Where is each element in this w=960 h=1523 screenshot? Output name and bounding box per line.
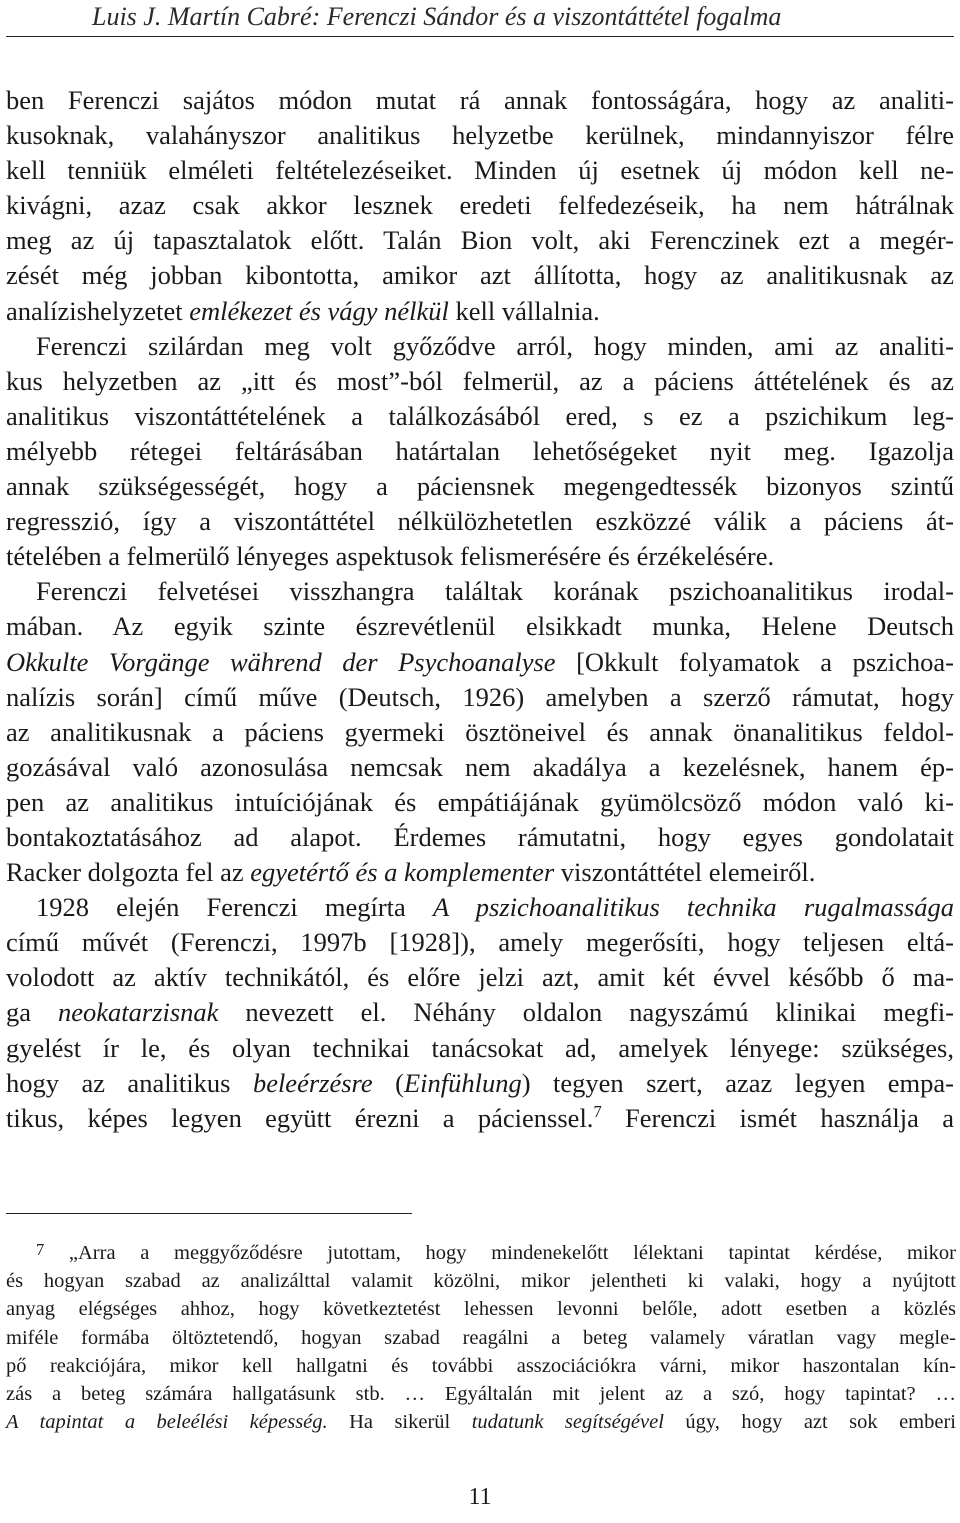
text-line: mában. Az egyik szinte észrevétlenül elsikkadt munka, Helene Deutsch bbox=[6, 611, 954, 642]
text-line: kusoknak, valahányszor analitikus helyzetbe kerülnek, mindannyiszor félre bbox=[6, 120, 954, 151]
header-rule bbox=[6, 36, 954, 37]
text-line: analízishelyzetet emlékezet és vágy nélkül kell vállalnia. bbox=[6, 295, 600, 326]
text-line: tételében a felmerülő lényeges aspektusok felismerésére és érzékelésére. bbox=[6, 541, 775, 572]
text-line: analitikus viszontáttételének a találkozásából ered, s ez a pszichikum leg- bbox=[6, 400, 954, 431]
text-line: ga neokatarzisnak nevezett el. Néhány oldalon nagyszámú klinikai megfi- bbox=[6, 997, 955, 1028]
paragraph-4 bbox=[6, 890, 954, 1136]
text-line: nalízis során] című műve (Deutsch, 1926) amelyben a szerző rámutat, hogy bbox=[6, 681, 954, 712]
text-line: annak szükségességét, hogy a páciensnek megengedtessék bizonyos szintű bbox=[6, 471, 954, 502]
italic-phrase: beleérzésre bbox=[252, 1067, 373, 1098]
running-header: Luis J. Martín Cabré: Ferenczi Sándor és a viszontáttétel fogalma bbox=[92, 2, 782, 31]
text-line: regresszió, így a viszontáttétel nélkülözhetetlen eszközzé válik a páciens át- bbox=[6, 506, 954, 537]
paragraph-3 bbox=[6, 574, 954, 890]
text-line: című művét (Ferenczi, 1997b [1928]), amely megerősíti, hogy teljesen eltá- bbox=[6, 927, 954, 958]
text-line: Racker dolgozta fel az egyetértő és a komplementer viszontáttétel elemeiről. bbox=[6, 857, 816, 888]
text-line: Okkulte Vorgänge während der Psychoanalyse [Okkult folyamatok a pszichoa- bbox=[6, 646, 954, 677]
page-number: 11 bbox=[468, 1484, 492, 1510]
text-line: gyelést ír le, és olyan technikai tanácsokat ad, amelyek lényege: szükséges, bbox=[6, 1032, 954, 1063]
footnote-line: A tapintat a beleélési képesség. Ha sikerül tudatunk segítségével úgy, hogy azt sok emberi bbox=[6, 1411, 956, 1434]
footnote bbox=[6, 1236, 956, 1436]
text-line: Ferenczi felvetései visszhangra találtak korának pszichoanalitikus irodal- bbox=[36, 576, 954, 607]
footnote-reference[interactable]: 7 bbox=[593, 1101, 602, 1121]
text-line: ben Ferenczi sajátos módon mutat rá annak fontosságára, hogy az analiti- bbox=[6, 85, 954, 115]
italic-phrase: tudatunk segítségével bbox=[471, 1411, 664, 1434]
footnote-line: 7 „Arra a meggyőződésre jutottam, hogy mindenekelőtt lélektani tapintat kérdése, mikor bbox=[36, 1240, 957, 1264]
italic-phrase: emlékezet és vágy nélkül bbox=[189, 295, 449, 326]
text-line: pen az analitikus intuíciójának és empátiájának gyümölcsöző módon való ki- bbox=[6, 786, 954, 817]
italic-phrase: A tapintat a beleélési képesség. bbox=[6, 1411, 328, 1434]
footnote-line: pő reakciójára, mikor kell hallgatni és további asszociációkra várni, mikor haszontalan kín- bbox=[6, 1354, 956, 1377]
italic-title: Okkulte Vorgänge während der Psychoanalyse bbox=[6, 646, 556, 677]
paragraph-2 bbox=[6, 329, 954, 575]
text-line: mélyebb rétegei feltárásában határtalan lehetőségeket nyit meg. Igazolja bbox=[6, 435, 954, 466]
italic-phrase: egyetértő és a komplementer bbox=[250, 857, 555, 888]
text-line: kell tenniük elméleti feltételezéseiket. Minden új esetnek új módon kell ne- bbox=[6, 155, 954, 186]
text-line: kivágni, azaz csak akkor lesznek eredeti felfedezéseik, ha nem hátrálnak bbox=[6, 190, 954, 221]
text-line: az analitikusnak a páciens gyermeki ösztöneivel és annak önanalitikus feldol- bbox=[6, 716, 954, 747]
italic-phrase: Einfühlung bbox=[403, 1067, 522, 1098]
text-line: tikus, képes legyen együtt érezni a pácienssel.$^7$ Ferenczi ismét használja a bbox=[6, 1101, 955, 1133]
footnote-line: anyag elégséges ahhoz, hogy következtetést lehessen levonni belőle, adott esetben a közlés bbox=[6, 1298, 956, 1321]
main-text bbox=[6, 83, 954, 1136]
text-line: volodott az aktív technikától, és előre jelzi azt, amit két évvel később ő ma- bbox=[6, 962, 954, 993]
text-line: 1928 elején Ferenczi megírta A pszichoanalitikus technika rugalmassága bbox=[36, 892, 955, 923]
italic-phrase: neokatarzisnak bbox=[58, 997, 219, 1028]
footnote-line: zás a beteg számára hallgatásunk stb. … Egyáltalán mit jelent az a szó, hogy tapintat? … bbox=[6, 1383, 956, 1406]
text-line: zését még jobban kibontotta, amikor azt állította, hogy az analitikusnak az bbox=[6, 260, 954, 291]
paragraph-1 bbox=[6, 83, 954, 329]
text-line: gozásával való azonosulása nemcsak nem akadálya a kezelésnek, hanem ép- bbox=[6, 751, 954, 782]
text-line: hogy az analitikus beleérzésre (Einfühlung) tegyen szert, azaz legyen empa- bbox=[6, 1067, 955, 1098]
text-line: Ferenczi szilárdan meg volt győződve arról, hogy minden, ami az analiti- bbox=[36, 330, 954, 361]
footnote-line: és hogyan szabad az analizálttal valamit közölni, mikor jelentheti ki valaki, hogy a nyújtott bbox=[6, 1270, 956, 1293]
text-line: meg az új tapasztalatok előtt. Talán Bion volt, aki Ferenczinek ezt a megér- bbox=[6, 225, 954, 256]
footnote-marker: 7 bbox=[36, 1240, 45, 1259]
text-line: bontakoztatásához ad alapot. Érdemes rámutatni, hogy egyes gondolatait bbox=[6, 821, 954, 852]
footnote-rule bbox=[6, 1213, 412, 1214]
text-line: kus helyzetben az „itt és most”-ból felmerül, az a páciens áttételének és az bbox=[6, 365, 954, 396]
footnote-line: miféle formába öltöztetendő, hogyan szabad reagálni a beteg valamely váratlan vagy meglе- bbox=[6, 1326, 956, 1349]
italic-title: A pszichoanalitikus technika rugalmassága bbox=[432, 892, 955, 923]
